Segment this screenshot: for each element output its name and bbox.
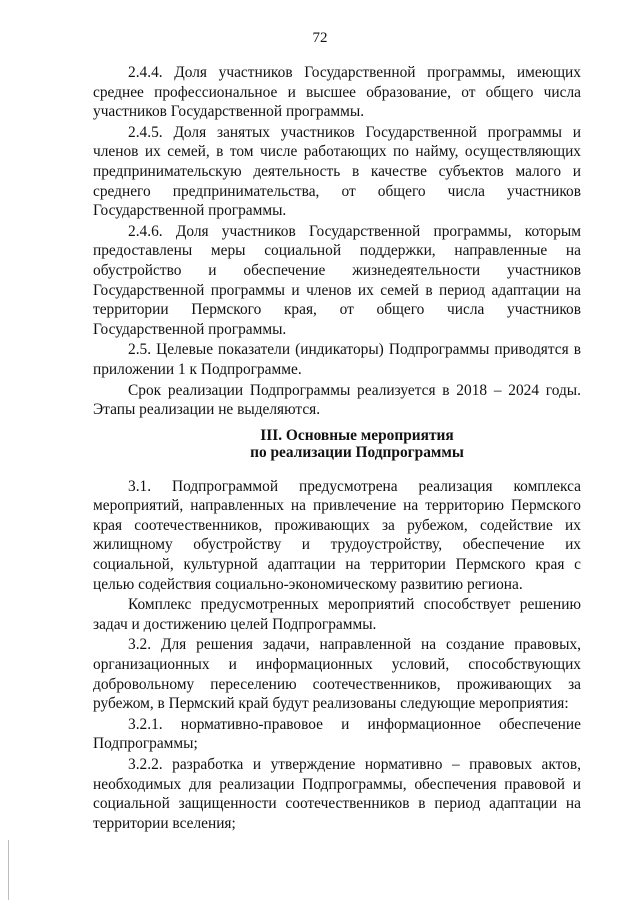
paragraph-complex: Комплекс предусмотренных мероприятий способствует решению задач и достижению целей Подпрограммы. xyxy=(93,596,581,633)
paragraph-3-2: 3.2. Для решения задачи, направленной на создание правовых, организационных и информационных условий, способствующих добровольному переселению соотечественников, проживающих за рубежом, в Пермский край будут реализованы следующие мероприятия: xyxy=(93,636,581,713)
paragraph-2-4-6: 2.4.6. Доля участников Государственной программы, которым предоставлены меры социальной поддержки, направленные на обустройство и обеспечение жизнедеятельности участников Государственной программы и членов их семей в период адаптации на территории Пермского края, от общего числа участников Государственной программы. xyxy=(93,222,581,338)
section-heading-line-1: III. Основные мероприятия xyxy=(260,426,454,444)
paragraph-3-2-2: 3.2.2. разработка и утверждение нормативно – правовых актов, необходимых для реализации Подпрограммы, обеспечения правовой и социальной защищенности соотечественников в период адаптации на территории вселения; xyxy=(93,756,581,832)
page-number: 72 xyxy=(312,30,328,46)
paragraph-2-5: 2.5. Целевые показатели (индикаторы) Подпрограммы приводятся в приложении 1 к Подпрограмме. xyxy=(93,341,581,378)
scan-margin-line xyxy=(8,840,9,900)
paragraph-3-2-1: 3.2.1. нормативно-правовое и информационное обеспечение Подпрограммы; xyxy=(93,715,581,753)
paragraph-2-4-4: 2.4.4. Доля участников Государственной программы, имеющих среднее профессиональное и высшее образование, от общего числа участников Государственной программы. xyxy=(93,64,581,121)
document-body xyxy=(93,63,581,834)
paragraph-2-4-5: 2.4.5. Доля занятых участников Государственной программы и членов их семей, в том числе работающих по найму, осуществляющих предпринимательскую деятельность в качестве субъектов малого и среднего предпринимательства, от общего числа участников Государственной программы. xyxy=(93,123,581,220)
section-heading xyxy=(93,427,581,461)
section-heading-line-2: по реализации Подпрограммы xyxy=(250,443,464,461)
paragraph-term: Срок реализации Подпрограммы реализуется в 2018 – 2024 годы. Этапы реализации не выделяются. xyxy=(93,381,581,419)
paragraph-3-1: 3.1. Подпрограммой предусмотрена реализация комплекса мероприятий, направленных на привлечение на территорию Пермского края соотечественников, проживающих за рубежом, содействие их жилищному обустройству и трудоустройству, обеспечение их социальной, культурной адаптации на территории Пермского края с целью содействия социально-экономическому развитию региона. xyxy=(93,477,581,593)
